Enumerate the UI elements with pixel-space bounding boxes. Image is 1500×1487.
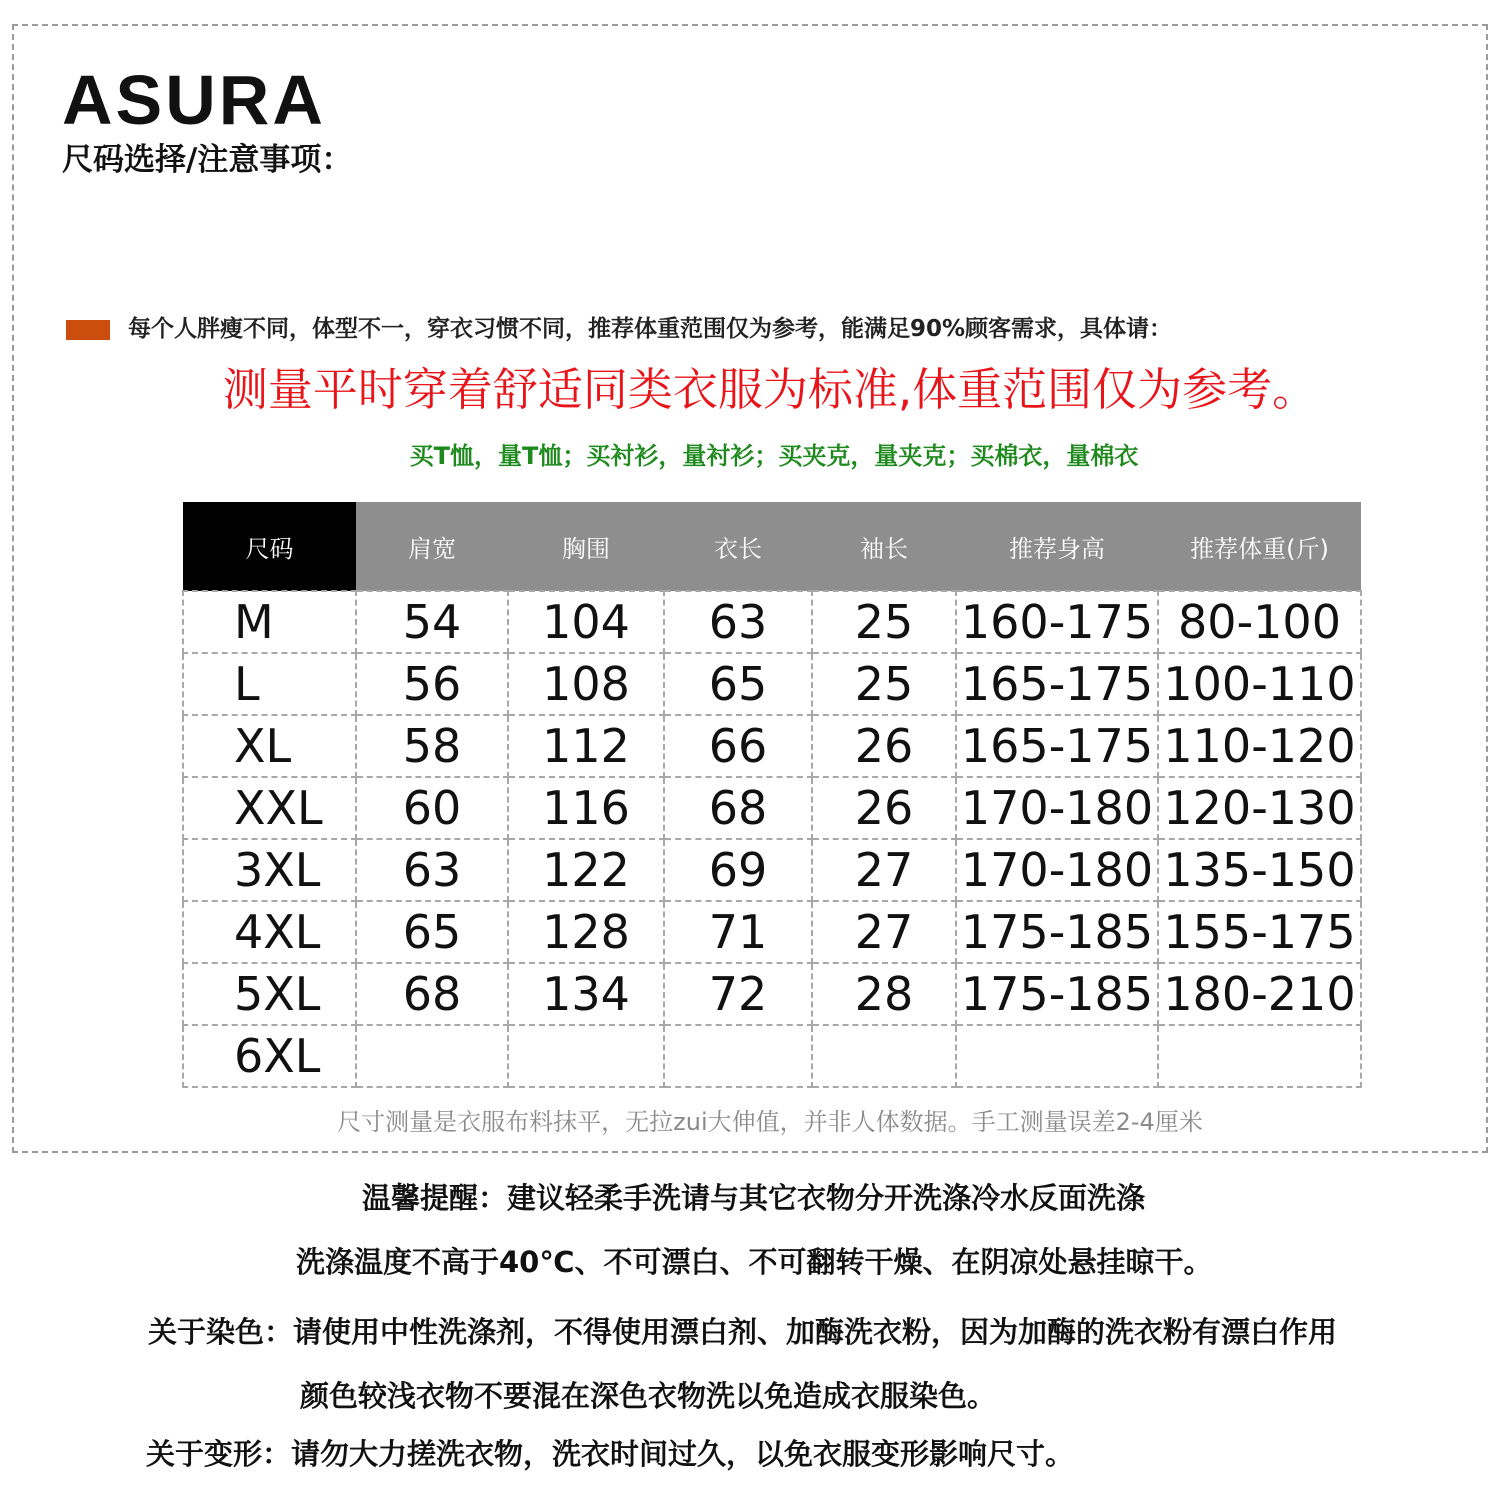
brand-logo: ASURA <box>62 61 326 139</box>
measurement-cell: 170-180 <box>956 777 1158 839</box>
header-sleeve: 袖长 <box>812 502 956 591</box>
measurement-cell <box>508 1025 664 1087</box>
measurement-cell: 65 <box>356 901 508 963</box>
measurement-cell: 155-175 <box>1158 901 1361 963</box>
size-cell: 5XL <box>183 963 356 1025</box>
table-row <box>183 653 1361 715</box>
measurement-cell: 27 <box>812 901 956 963</box>
measurement-cell: 68 <box>356 963 508 1025</box>
measurement-cell <box>664 1025 812 1087</box>
size-cell: 4XL <box>183 901 356 963</box>
care-deformation: 关于变形：请勿大力搓洗衣物，洗衣时间过久，以免衣服变形影响尺寸。 <box>146 1437 1075 1471</box>
measurement-cell: 65 <box>664 653 812 715</box>
measurement-cell: 26 <box>812 777 956 839</box>
measurement-cell: 63 <box>664 591 812 653</box>
care-temperature: 洗涤温度不高于40℃、不可漂白、不可翻转干燥、在阴凉处悬挂晾干。 <box>296 1245 1213 1279</box>
measurement-cell: 175-185 <box>956 963 1158 1025</box>
bullet-marker-icon <box>66 320 110 340</box>
care-dyeing: 关于染色：请使用中性洗涤剂，不得使用漂白剂、加酶洗衣粉，因为加酶的洗衣粉有漂白作用 <box>148 1315 1338 1349</box>
size-cell: 3XL <box>183 839 356 901</box>
measurement-cell: 175-185 <box>956 901 1158 963</box>
notice-row <box>66 308 1446 348</box>
table-body <box>183 591 1361 1087</box>
measurement-cell: 116 <box>508 777 664 839</box>
measurement-cell: 63 <box>356 839 508 901</box>
highlight-note: 测量平时穿着舒适同类衣服为标准,体重范围仅为参考。 <box>222 363 1318 416</box>
measurement-cell <box>356 1025 508 1087</box>
table-row <box>183 963 1361 1025</box>
measurement-cell: 120-130 <box>1158 777 1361 839</box>
size-table <box>182 502 1362 1088</box>
measurement-cell: 128 <box>508 901 664 963</box>
care-reminder: 温馨提醒：建议轻柔手洗请与其它衣物分开洗涤冷水反面洗涤 <box>362 1181 1146 1215</box>
measurement-cell: 72 <box>664 963 812 1025</box>
measurement-cell: 66 <box>664 715 812 777</box>
measurement-cell: 26 <box>812 715 956 777</box>
size-cell: M <box>183 591 356 653</box>
measure-tips: 买T恤，量T恤；买衬衫，量衬衫；买夹克，量夹克；买棉衣，量棉衣 <box>409 442 1139 470</box>
header-height: 推荐身高 <box>956 502 1158 591</box>
measurement-cell: 54 <box>356 591 508 653</box>
measurement-cell: 135-150 <box>1158 839 1361 901</box>
care-dyeing-note: 颜色较浅衣物不要混在深色衣物洗以免造成衣服染色。 <box>300 1379 997 1413</box>
table-row <box>183 839 1361 901</box>
measurement-cell: 60 <box>356 777 508 839</box>
measurement-cell: 69 <box>664 839 812 901</box>
table-row <box>183 591 1361 653</box>
size-cell: L <box>183 653 356 715</box>
notice-text: 每个人胖瘦不同，体型不一，穿衣习惯不同，推荐体重范围仅为参考，能满足90%顾客需求，具体请： <box>128 316 1173 342</box>
measurement-cell: 108 <box>508 653 664 715</box>
measurement-cell <box>956 1025 1158 1087</box>
header-weight: 推荐体重(斤) <box>1158 502 1361 591</box>
measurement-cell: 25 <box>812 591 956 653</box>
measurement-cell <box>1158 1025 1361 1087</box>
measurement-cell: 68 <box>664 777 812 839</box>
table-row <box>183 777 1361 839</box>
measurement-cell: 112 <box>508 715 664 777</box>
measurement-cell: 71 <box>664 901 812 963</box>
measurement-cell: 27 <box>812 839 956 901</box>
page-subtitle: 尺码选择/注意事项： <box>62 142 353 178</box>
header-size: 尺码 <box>183 502 356 591</box>
header-chest: 胸围 <box>508 502 664 591</box>
measurement-cell: 104 <box>508 591 664 653</box>
size-cell: XXL <box>183 777 356 839</box>
measurement-cell: 170-180 <box>956 839 1158 901</box>
header-shoulder: 肩宽 <box>356 502 508 591</box>
measurement-cell: 165-175 <box>956 653 1158 715</box>
measurement-cell: 165-175 <box>956 715 1158 777</box>
header-length: 衣长 <box>664 502 812 591</box>
measurement-cell: 160-175 <box>956 591 1158 653</box>
table-row <box>183 715 1361 777</box>
measurement-cell: 58 <box>356 715 508 777</box>
measurement-cell: 110-120 <box>1158 715 1361 777</box>
table-row <box>183 901 1361 963</box>
size-cell: XL <box>183 715 356 777</box>
size-cell: 6XL <box>183 1025 356 1087</box>
measurement-cell: 80-100 <box>1158 591 1361 653</box>
measurement-cell: 56 <box>356 653 508 715</box>
table-header-row <box>183 502 1361 591</box>
measurement-cell <box>812 1025 956 1087</box>
measurement-cell: 25 <box>812 653 956 715</box>
table-row <box>183 1025 1361 1087</box>
measurement-footnote: 尺寸测量是衣服布料抹平，无拉zui大伸值，并非人体数据。手工测量误差2-4厘米 <box>337 1108 1203 1136</box>
measurement-cell: 134 <box>508 963 664 1025</box>
measurement-cell: 100-110 <box>1158 653 1361 715</box>
measurement-cell: 28 <box>812 963 956 1025</box>
measurement-cell: 180-210 <box>1158 963 1361 1025</box>
measurement-cell: 122 <box>508 839 664 901</box>
